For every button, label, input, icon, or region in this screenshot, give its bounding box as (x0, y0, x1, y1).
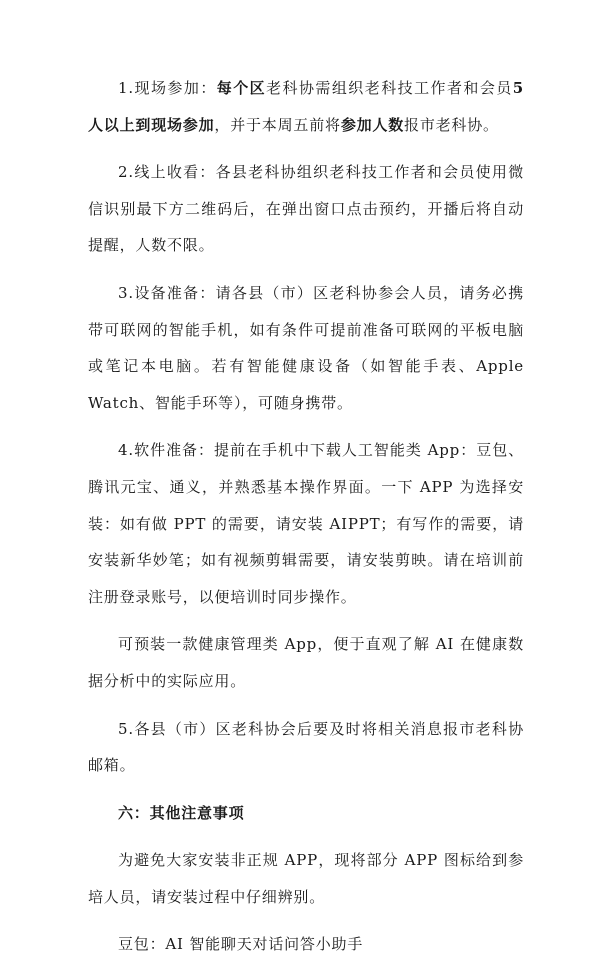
section-heading-other-notes: 六：其他注意事项 (118, 803, 245, 822)
paragraph-software-preparation: 4.软件准备：提前在手机中下载人工智能类 App：豆包、腾讯元宝、通义，并熟悉基本操作界面。一下 APP 为选择安装：如有做 PPT 的需要，请安装 AIPPT；有写作的需要，请安装新华妙笔；如有视频剪辑需要，请安装剪映。请在培训前注册登录账号，以便培训时同步操作。 (88, 441, 524, 606)
onsite-bold-attendee-count: 参加人数 (340, 115, 405, 134)
onsite-mid-text-2: ，并于本周五前将 (214, 115, 341, 134)
paragraph-app-icons-notice: 为避免大家安装非正规 APP，现将部分 APP 图标给到参培人员，请安装过程中仔细辨别。 (88, 851, 524, 906)
onsite-bold-each-district: 每个区 (216, 79, 267, 97)
paragraph-online-viewing: 2.线上收看：各县老科协组织老科技工作者和会员使用微信识别最下方二维码后，在弹出窗口点击预约，开播后将自动提醒，人数不限。 (88, 163, 524, 255)
paragraph-device-preparation: 3.设备准备：请各县（市）区老科协参会人员，请务必携带可联网的智能手机，如有条件可提前准备可联网的平板电脑或笔记本电脑。若有智能健康设备（如智能手表、Apple Watch、智能手环等），可随身携带。 (88, 283, 524, 412)
onsite-prefix: 1.现场参加： (118, 79, 217, 97)
onsite-mid-text: 老科协需组织老科技工作者和会员 (266, 79, 513, 97)
document-body (88, 70, 524, 963)
onsite-suffix: 报市老科协。 (404, 115, 499, 134)
onsite-bold-five-people: 5人以上到现场参加 (88, 79, 524, 134)
paragraph-report-email: 5.各县（市）区老科协会后要及时将相关消息报市老科协邮箱。 (88, 719, 524, 775)
paragraph-onsite-attendance (88, 70, 524, 143)
paragraph-health-app: 可预装一款健康管理类 App，便于直观了解 AI 在健康数据分析中的实际应用。 (88, 635, 524, 690)
paragraph-doubao-description: 豆包：AI 智能聊天对话问答小助手 (118, 935, 364, 954)
